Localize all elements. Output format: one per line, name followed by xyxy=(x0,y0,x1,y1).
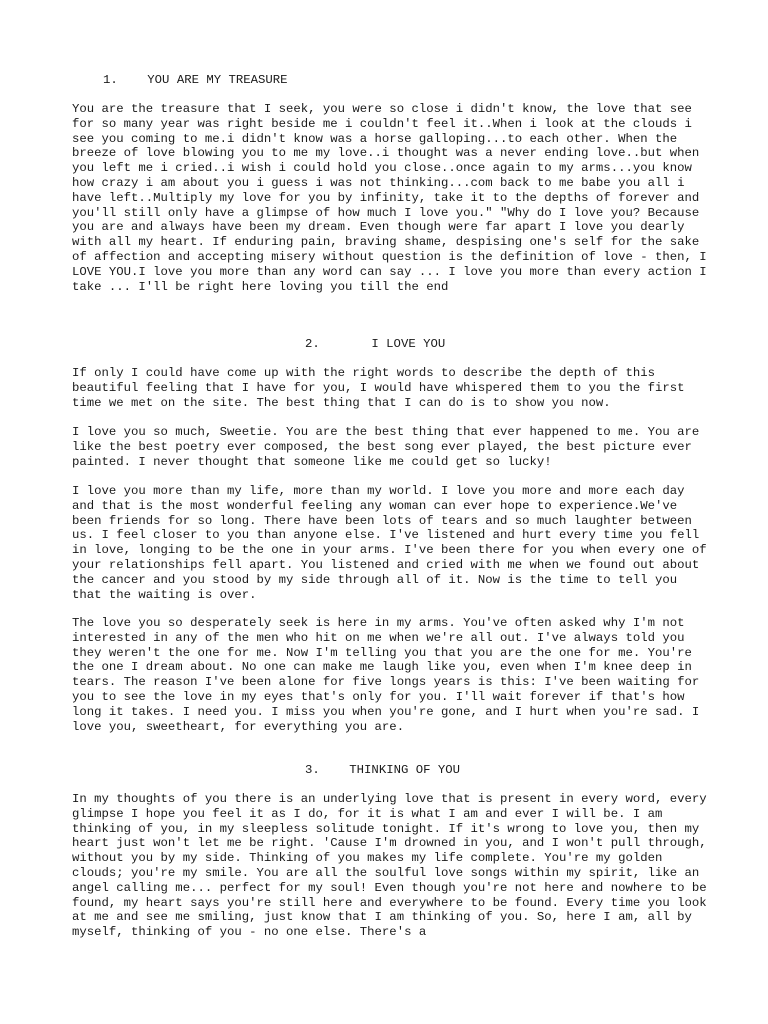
section-1-paragraph-1: You are the treasure that I seek, you were so close i didn't know, the love that see for so many year was right beside me i couldn't feel it..When i look at the clouds i see you coming to me.i didn't know was a horse galloping...to each other. When the breeze of love blowing you to me my love..i thought was a never ending love..but when you left me i cried..i wish i could hold you close..once again to my arms...you know how crazy i am about you i guess i was not thinking...com back to me babe you all i have left..Multiply my love for you by infinity, take it to the depths of forever and you'll still only have a glimpse of how much I love you." "Why do I love you? Because you are and always have been my dream. Even though were far apart I love you dearly with all my heart. If enduring pain, braving shame, despising one's self for the sake of affection and accepting misery without question is the definition of love - then, I LOVE YOU.I love you more than any word can say ... I love you more than every action I take ... I'll be right here loving you till the end xyxy=(72,102,707,294)
section-number: 2. xyxy=(305,337,320,351)
section-2-paragraph-4: The love you so desperately seek is here in my arms. You've often asked why I'm not interested in any of the men who hit on me when we're all out. I've always told you they weren't the one for me. Now I'm telling you that you are the one for me. You're the one I dream about. No one can make me laugh like you, even when I'm knee deep in tears. The reason I've been alone for five longs years is this: I've been waiting for you to see the love in my eyes that's only for you. I'll wait forever if that's how long it takes. I need you. I miss you when you're gone, and I hurt when you're sad. I love you, sweetheart, for everything you are. xyxy=(72,616,700,734)
section-title: I LOVE YOU xyxy=(371,337,446,351)
section-heading-1 xyxy=(103,73,288,88)
section-number: 3. xyxy=(305,763,320,777)
section-heading-2 xyxy=(305,337,445,352)
section-title: YOU ARE MY TREASURE xyxy=(147,73,288,87)
section-heading-3 xyxy=(305,763,460,778)
section-number: 1. xyxy=(103,73,118,87)
section-title: THINKING OF YOU xyxy=(349,763,460,777)
section-2-paragraph-1: If only I could have come up with the right words to describe the depth of this beautiful feeling that I have for you, I would have whispered them to you the first time we met on the site. The best thing that I can do is to show you now. xyxy=(72,366,685,410)
section-2-paragraph-2: I love you so much, Sweetie. You are the best thing that ever happened to me. You are like the best poetry ever composed, the best song ever played, the best picture ever painted. I never thought that someone like me could get so lucky! xyxy=(72,425,700,469)
section-2-paragraph-3: I love you more than my life, more than my world. I love you more and more each day and that is the most wonderful feeling any woman can ever hope to experience.We've been friends for so long. There have been lots of tears and so much laughter between us. I feel closer to you than anyone else. I've listened and hurt every time you fell in love, longing to be the one in your arms. I've been there for you when every one of your relationships fell apart. You listened and cried with me when we found out about the cancer and you stood by my side through all of it. Now is the time to tell you that the waiting is over. xyxy=(72,484,707,602)
section-3-paragraph-1: In my thoughts of you there is an underlying love that is present in every word, every glimpse I hope you feel it as I do, for it is what I am and ever I will be. I am thinking of you, in my sleepless solitude tonight. If it's wrong to love you, then my heart just won't let me be right. 'Cause I'm drowned in you, and I won't pull through, without you by my side. Thinking of you makes my life complete. You're my golden clouds; you're my smile. You are all the soulful love songs within my spirit, like an angel calling me... perfect for my soul! Even though you're not here and nowhere to be found, my heart says you're still here and everywhere to be found. Every time you look at me and see me smiling, just know that I am thinking of you. So, here I am, all by myself, thinking of you - no one else. There's a xyxy=(72,792,707,940)
